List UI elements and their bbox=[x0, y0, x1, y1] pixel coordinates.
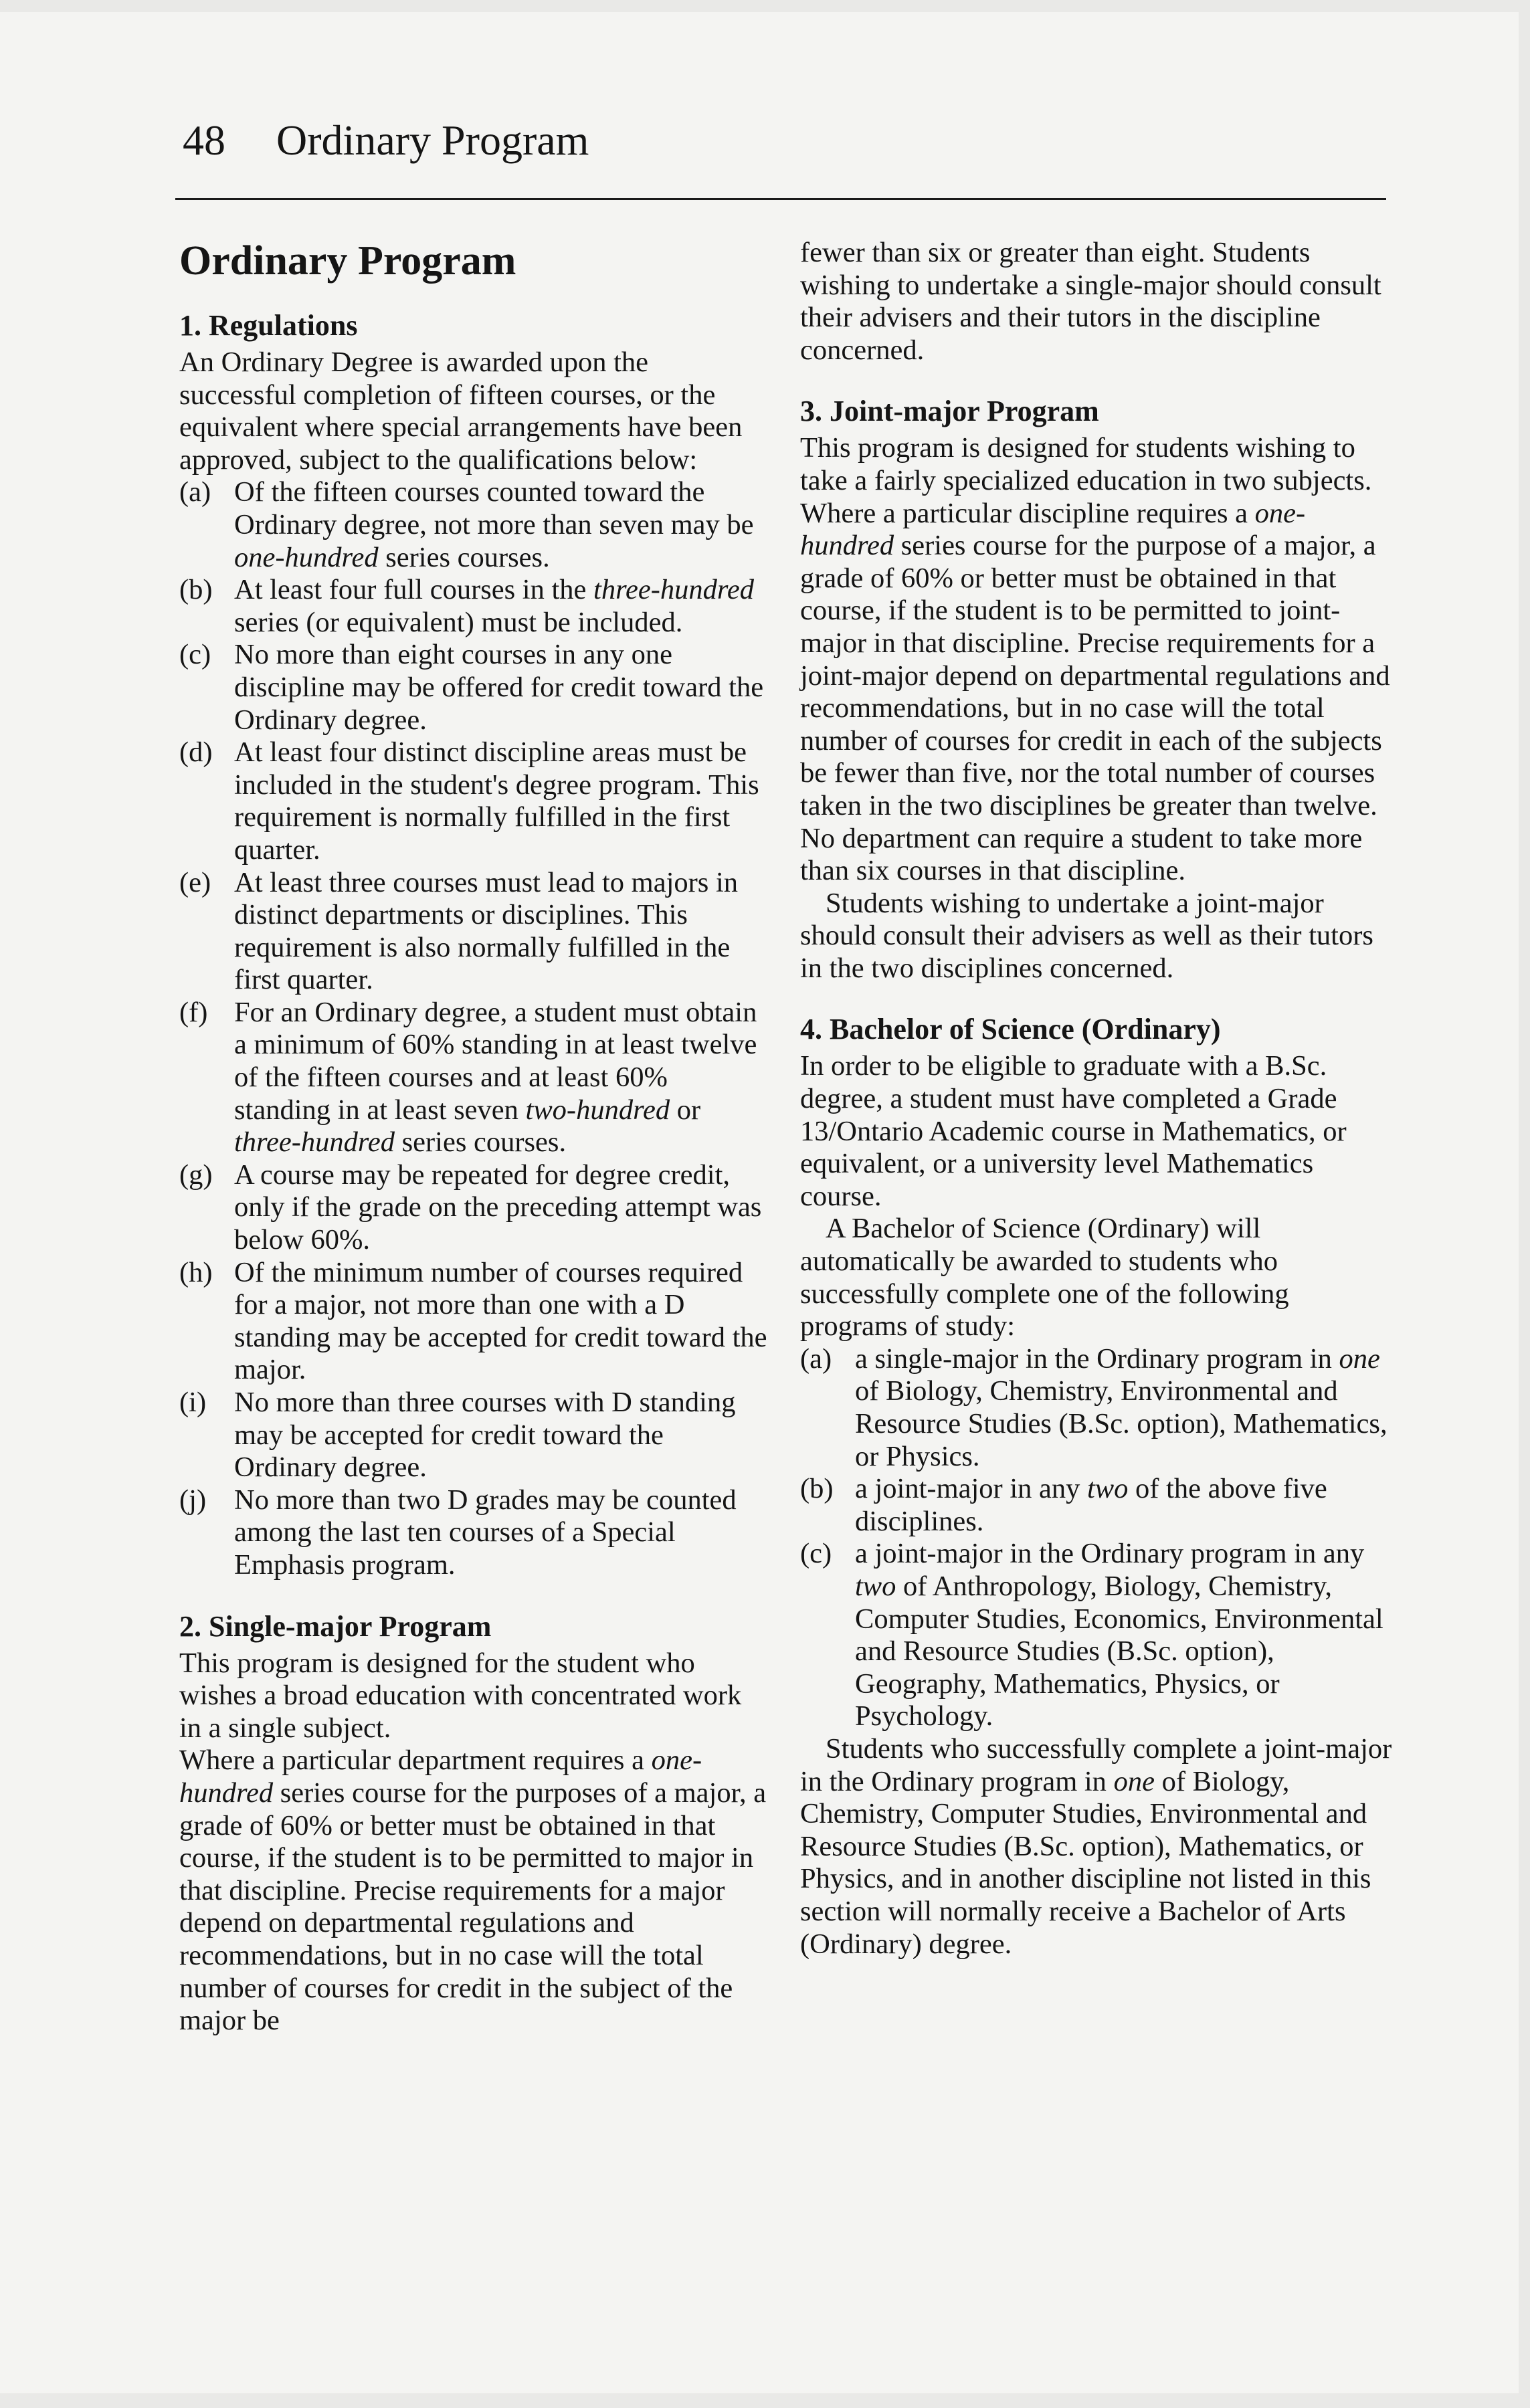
item-emphasis: one-hundred bbox=[234, 541, 379, 573]
bsc-item-c bbox=[800, 1538, 1393, 1733]
regulation-item-j bbox=[179, 1484, 768, 1582]
item-text: At least three courses must lead to majors in distinct departments or disciplines. This requirement is also normally fulfilled in the first quarter. bbox=[234, 866, 739, 996]
item-text: No more than two D grades may be counted among the last ten courses of a Special Emphasis program. bbox=[234, 1484, 737, 1581]
joint-major-paragraph-1 bbox=[800, 432, 1393, 887]
bsc-paragraph-2: A Bachelor of Science (Ordinary) will automatically be awarded to students who successfully complete one of the following programs of study: bbox=[800, 1213, 1289, 1342]
item-label: (g) bbox=[179, 1159, 213, 1191]
item-text: a single-major in the Ordinary program in bbox=[855, 1342, 1339, 1375]
item-emphasis: one bbox=[1339, 1342, 1380, 1375]
section-gap bbox=[179, 1582, 768, 1603]
bsc-item-a bbox=[800, 1343, 1393, 1473]
item-text: of the above five disciplines. bbox=[855, 1473, 1327, 1537]
section-heading-regulations: 1. Regulations bbox=[179, 309, 358, 342]
item-label: (a) bbox=[179, 476, 211, 508]
section-heading-joint-major: 3. Joint-major Program bbox=[800, 395, 1099, 428]
item-text: For an Ordinary degree, a student must obtain a minimum of 60% standing in at least twelve of the fifteen courses and at least 60% standing in at least seven bbox=[234, 996, 757, 1126]
item-label: (j) bbox=[179, 1484, 207, 1516]
item-label: (b) bbox=[800, 1473, 834, 1505]
bsc-paragraph-3 bbox=[800, 1733, 1393, 1961]
single-major-paragraph-1: This program is designed for the student who wishes a broad education with concentrated work in a single subject. bbox=[179, 1647, 742, 1744]
section-heading-bsc: 4. Bachelor of Science (Ordinary) bbox=[800, 1013, 1221, 1046]
right-column bbox=[800, 237, 1393, 1961]
regulation-item-e bbox=[179, 867, 768, 997]
item-emphasis: two-hundred bbox=[525, 1094, 670, 1126]
item-label: (c) bbox=[800, 1538, 832, 1570]
item-label: (d) bbox=[179, 736, 213, 769]
item-text: of Biology, Chemistry, Environmental and Resource Studies (B.Sc. option), Mathematics, or Physics. bbox=[855, 1375, 1388, 1472]
item-emphasis: three-hundred bbox=[234, 1126, 395, 1159]
item-emphasis: two bbox=[855, 1570, 896, 1602]
regulation-item-f bbox=[179, 997, 768, 1159]
paragraph-emphasis: one-hundred bbox=[800, 497, 1306, 562]
item-text: of Anthropology, Biology, Chemistry, Computer Studies, Economics, Environmental and Resource Studies (B.Sc. option), Geography, Mathematics, Physics, or Psychology. bbox=[855, 1570, 1383, 1732]
item-text: At least four full courses in the bbox=[234, 574, 594, 606]
item-label: (f) bbox=[179, 996, 208, 1028]
item-label: (c) bbox=[179, 639, 211, 671]
running-header bbox=[183, 116, 589, 164]
single-major-continuation: fewer than six or greater than eight. Students wishing to undertake a single-major should consult their advisers and their tutors in the discipline concerned. bbox=[800, 237, 1381, 366]
paragraph-text: series course for the purposes of a major, a grade of 60% or better must be obtained in that course, if the student is to be permitted to major in that discipline. Precise requirements for a major depend on departmental regulations and recommendations, but in no case will the total number of courses for credit in the subject of the major be bbox=[179, 1777, 767, 2037]
regulation-item-h bbox=[179, 1257, 768, 1387]
running-title: Ordinary Program bbox=[276, 116, 589, 164]
item-label: (h) bbox=[179, 1256, 213, 1288]
regulation-item-g bbox=[179, 1159, 768, 1257]
item-label: (b) bbox=[179, 574, 213, 606]
left-column bbox=[179, 237, 768, 2037]
bsc-paragraph-1: In order to be eligible to graduate with a B.Sc. degree, a student must have completed a Grade 13/Ontario Academic course in Mathematics, or equivalent, or a university level Mathematics course. bbox=[800, 1050, 1347, 1212]
header-rule bbox=[175, 198, 1386, 200]
paragraph-text: series course for the purpose of a major, a grade of 60% or better must be obtained in that course, if the student is to be permitted to joint-major in that discipline. Precise requirements for a joint-major depend on departmental regulations and recommendations, but in no case will the total number of courses for credit in each of the subjects be fewer than five, nor the total number of courses taken in the two disciplines be greater than twelve. No department can require a student to take more than six courses in that discipline. bbox=[800, 530, 1390, 887]
paragraph-text: Where a particular department requires a bbox=[179, 1744, 652, 1777]
item-text: a joint-major in any bbox=[855, 1473, 1087, 1505]
regulation-item-b bbox=[179, 574, 768, 639]
item-emphasis: two bbox=[1087, 1473, 1129, 1505]
regulation-item-a bbox=[179, 476, 768, 574]
paragraph-text: This program is designed for students wishing to take a fairly specialized education in two subjects. Where a particular discipline requires a bbox=[800, 432, 1372, 529]
joint-major-paragraph-2: Students wishing to undertake a joint-major should consult their advisers as well as their tutors in the two disciplines concerned. bbox=[800, 887, 1373, 984]
item-text: Of the fifteen courses counted toward the Ordinary degree, not more than seven may be bbox=[234, 476, 754, 540]
item-text: No more than eight courses in any one discipline may be offered for credit toward the Ordinary degree. bbox=[234, 639, 764, 736]
regulation-item-d bbox=[179, 736, 768, 866]
item-text: or bbox=[670, 1094, 701, 1126]
item-text: No more than three courses with D standing may be accepted for credit toward the Ordinary degree. bbox=[234, 1387, 736, 1484]
section-gap bbox=[800, 985, 1393, 1006]
paragraph-emphasis: one bbox=[1113, 1765, 1155, 1797]
page-title: Ordinary Program bbox=[179, 238, 516, 284]
paragraph-text: Students who successfully complete a joint-major in the Ordinary program in bbox=[800, 1732, 1392, 1797]
item-text: series (or equivalent) must be included. bbox=[234, 606, 683, 638]
item-text: series courses. bbox=[378, 541, 550, 573]
regulation-item-c bbox=[179, 639, 768, 736]
page-number: 48 bbox=[183, 116, 225, 164]
bsc-item-b bbox=[800, 1473, 1393, 1538]
regulations-intro: An Ordinary Degree is awarded upon the successful completion of fifteen courses, or the equivalent where special arrangements have been approved, subject to the qualifications below: bbox=[179, 346, 743, 476]
item-text: A course may be repeated for degree credit, only if the grade on the preceding attempt was below 60%. bbox=[234, 1159, 762, 1256]
item-text: At least four distinct discipline areas must be included in the student's degree program. This requirement is normally fulfilled in the first quarter. bbox=[234, 736, 759, 866]
single-major-paragraph-2 bbox=[179, 1744, 768, 2037]
paragraph-emphasis: one-hundred bbox=[179, 1744, 702, 1809]
item-label: (e) bbox=[179, 866, 211, 898]
regulation-item-i bbox=[179, 1387, 768, 1484]
paragraph-text: of Biology, Chemistry, Computer Studies, Environmental and Resource Studies (B.Sc. option), Mathematics, or Physics, and in another discipline not listed in this section will normally receive a Bachelor of Arts (Ordinary) degree. bbox=[800, 1765, 1371, 1960]
item-emphasis: three-hundred bbox=[593, 574, 755, 606]
document-page bbox=[0, 12, 1519, 2393]
item-text: series courses. bbox=[394, 1126, 567, 1159]
item-text: Of the minimum number of courses required for a major, not more than one with a D standing may be accepted for credit toward the major. bbox=[234, 1256, 767, 1386]
section-heading-single-major: 2. Single-major Program bbox=[179, 1609, 492, 1643]
item-label: (a) bbox=[800, 1342, 832, 1375]
item-label: (i) bbox=[179, 1387, 207, 1418]
item-text: a joint-major in the Ordinary program in any bbox=[855, 1538, 1365, 1570]
section-gap bbox=[800, 367, 1393, 388]
